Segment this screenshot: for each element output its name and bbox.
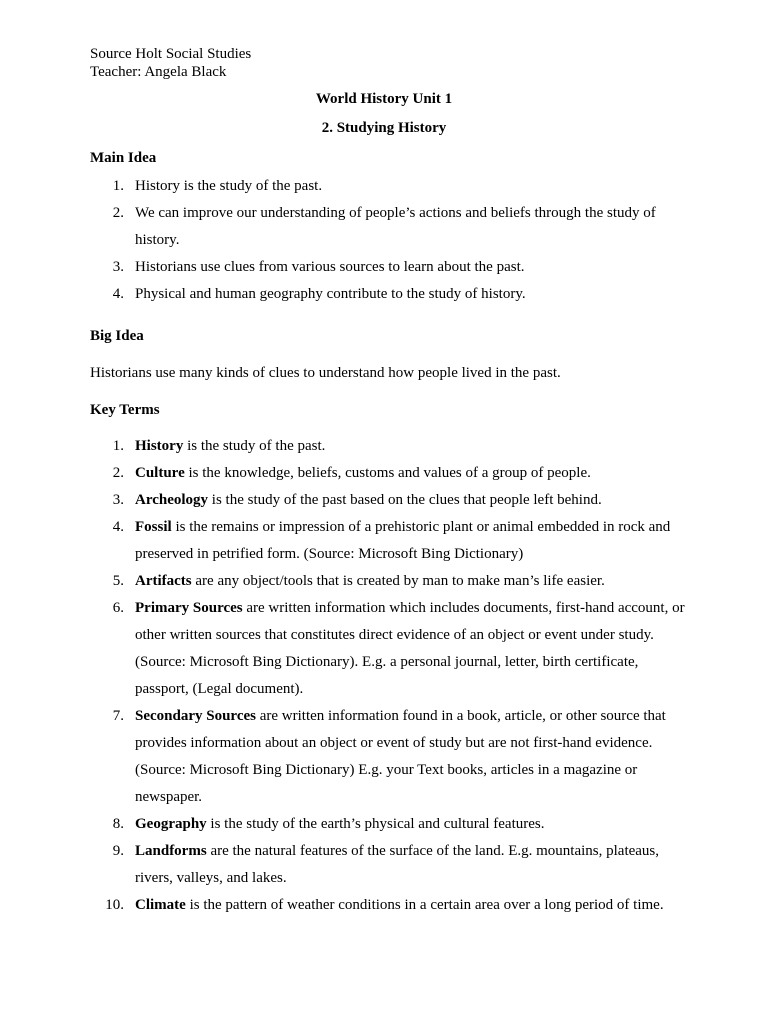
term-label: Landforms (135, 843, 207, 859)
source-line: Source Holt Social Studies (90, 46, 252, 62)
list-number: 2. (112, 465, 124, 481)
big-idea-text: Historians use many kinds of clues to understand how people lived in the past. (90, 365, 561, 381)
main-idea-heading: Main Idea (90, 150, 157, 166)
list-item (90, 595, 690, 703)
document-page (90, 45, 690, 919)
term-label: Culture (135, 465, 185, 481)
list-item (90, 487, 690, 514)
term-definition: is the remains or impression of a prehistoric plant or animal embedded in rock and preserved in petrified form. (Source: Microsoft Bing Dictionary) (135, 519, 671, 562)
list-number: 1. (112, 438, 124, 454)
main-idea-list (90, 173, 690, 308)
term-definition: is the pattern of weather conditions in a certain area over a long period of time. (185, 897, 664, 913)
list-number: 10. (105, 897, 124, 913)
term-definition: are written information which includes documents, first-hand account, or other written sources that constitutes direct evidence of an object or event under study. (Source: Microsoft Bing Dictionary). E.g. a personal journal, letter, birth certificate, passport, (Legal document). (135, 600, 685, 697)
list-number: 9. (112, 843, 124, 859)
term-definition: are any object/tools that is created by man to make man’s life easier. (191, 573, 605, 589)
term-definition: is the knowledge, beliefs, customs and values of a group of people. (184, 465, 591, 481)
term-definition: are written information found in a book, article, or other source that provides information about an object or event of study but are not first-hand evidence. (Source: Microsoft Bing Dictionary) E.g. your Text books, articles in a magazine or newspaper. (135, 708, 666, 805)
term-label: Secondary Sources (135, 708, 256, 724)
list-item (90, 811, 690, 838)
list-item (90, 703, 690, 811)
list-number: 4. (112, 519, 124, 535)
list-text: Historians use clues from various sources to learn about the past. (135, 259, 525, 275)
term-definition: is the study of the past based on the clues that people left behind. (208, 492, 602, 508)
document-subtitle: 2. Studying History (321, 120, 447, 136)
list-number: 6. (112, 600, 124, 616)
list-number: 3. (112, 259, 124, 275)
list-number: 5. (112, 573, 124, 589)
list-item (90, 892, 690, 919)
list-item (90, 173, 690, 200)
list-number: 1. (112, 178, 124, 194)
key-terms-heading: Key Terms (90, 402, 160, 418)
list-number: 8. (112, 816, 124, 832)
list-item (90, 200, 690, 254)
term-label: Climate (135, 897, 186, 913)
list-item (90, 433, 690, 460)
list-number: 7. (112, 708, 124, 724)
term-label: History (135, 438, 184, 454)
document-title: World History Unit 1 (315, 91, 453, 107)
list-item (90, 254, 690, 281)
term-definition: are the natural features of the surface of the land. E.g. mountains, plateaus, rivers, valleys, and lakes. (135, 843, 660, 886)
list-item (90, 838, 690, 892)
list-number: 2. (112, 205, 124, 221)
term-label: Archeology (135, 492, 209, 508)
big-idea-heading: Big Idea (90, 328, 144, 344)
list-number: 4. (112, 286, 124, 302)
term-label: Fossil (135, 519, 172, 535)
term-definition: is the study of the earth’s physical and cultural features. (206, 816, 545, 832)
teacher-line: Teacher: Angela Black (90, 64, 227, 80)
term-label: Geography (135, 816, 207, 832)
list-item (90, 568, 690, 595)
term-definition: is the study of the past. (183, 438, 326, 454)
key-terms-list (90, 433, 690, 919)
list-item (90, 281, 690, 308)
list-item (90, 514, 690, 568)
list-text: We can improve our understanding of people’s actions and beliefs through the study of history. (135, 205, 656, 248)
term-label: Primary Sources (135, 600, 243, 616)
list-number: 3. (112, 492, 124, 508)
term-label: Artifacts (135, 573, 192, 589)
list-text: History is the study of the past. (135, 178, 323, 194)
list-text: Physical and human geography contribute to the study of history. (135, 286, 526, 302)
list-item (90, 460, 690, 487)
